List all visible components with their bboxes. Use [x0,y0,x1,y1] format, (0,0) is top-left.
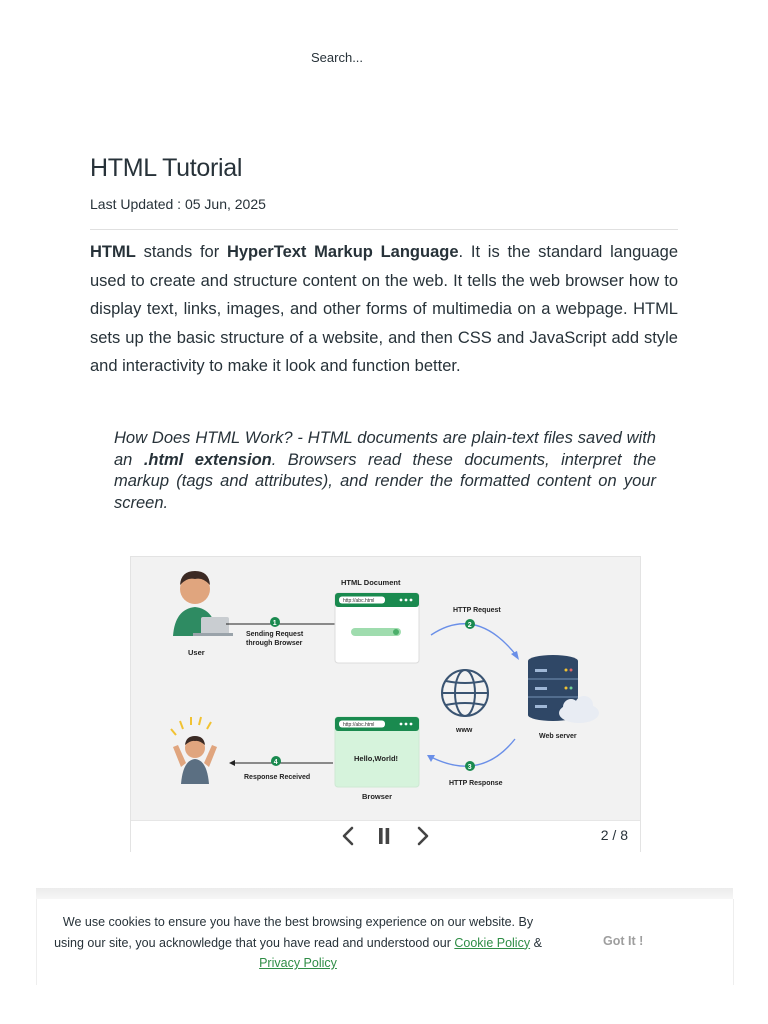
pause-icon[interactable] [377,825,391,847]
quote-text-1: How Does HTML Work? - HTML documents are plain-text files saved with an [114,429,656,469]
how-html-works-diagram [131,557,640,820]
browser-label: Browser [362,792,393,801]
step-4-number: 4 [273,758,278,766]
top-url-text: http://abc.html [343,598,375,604]
last-updated-date: Last Updated : 05 Jun, 2025 [90,196,266,212]
how-html-works-quote [114,428,656,514]
response-received-label: Response Received [244,774,311,781]
intro-text-2: . It is the standard language used to create and structure content on the web. It tells the web browser how to display text, links, images, and other forms of multimedia on a webpage. HTML sets up the basic structure of a website, and then CSS and JavaScript add style and interactivity to make it look and function better. [90,243,678,376]
quote-text-2: . Browsers read these documents, interpret the markup (tags and attributes), and render the formatted content on your screen. [114,450,656,512]
user-label: User [188,648,205,657]
privacy-policy-link[interactable]: Privacy Policy [259,956,337,970]
intro-paragraph [90,238,678,381]
intro-term: HTML [90,243,136,261]
cookie-policy-link[interactable]: Cookie Policy [454,935,531,950]
step-3-number: 3 [467,763,472,771]
step-2-number: 2 [467,621,472,629]
web-server-label: Web server [539,733,577,740]
www-label: www [456,727,473,734]
title-divider [90,229,678,230]
html-document-label: HTML Document [341,578,401,587]
through-browser-label: through Browser [246,640,303,647]
hello-world-text: Hello,World! [354,754,399,763]
bottom-url-text: http://abc.html [343,722,375,728]
image-slideshow[interactable] [130,556,641,852]
chevron-left-icon[interactable] [341,825,355,847]
search-input[interactable]: Search... [311,50,364,65]
cookie-ampersand: & [530,935,542,950]
cookie-message [53,912,543,974]
quote-extension: .html extension [143,450,272,469]
sending-request-label: Sending Request [246,631,304,638]
http-request-label: HTTP Request [453,607,501,614]
page-title: HTML Tutorial [90,154,243,182]
intro-text-1: stands for [135,243,227,261]
chevron-right-icon[interactable] [416,825,430,847]
cookie-consent-banner [36,899,734,985]
intro-expansion: HyperText Markup Language [226,243,459,261]
http-response-label: HTTP Response [449,780,503,787]
slideshow-controls [131,820,640,852]
step-1-number: 1 [272,619,277,627]
slide-counter: 2 / 8 [600,827,628,843]
got-it-button[interactable]: Got It ! [603,934,644,948]
cookie-text: We use cookies to ensure you have the best browsing experience on our website. By using our site, you acknowledge that you have read and understood our [54,915,534,950]
